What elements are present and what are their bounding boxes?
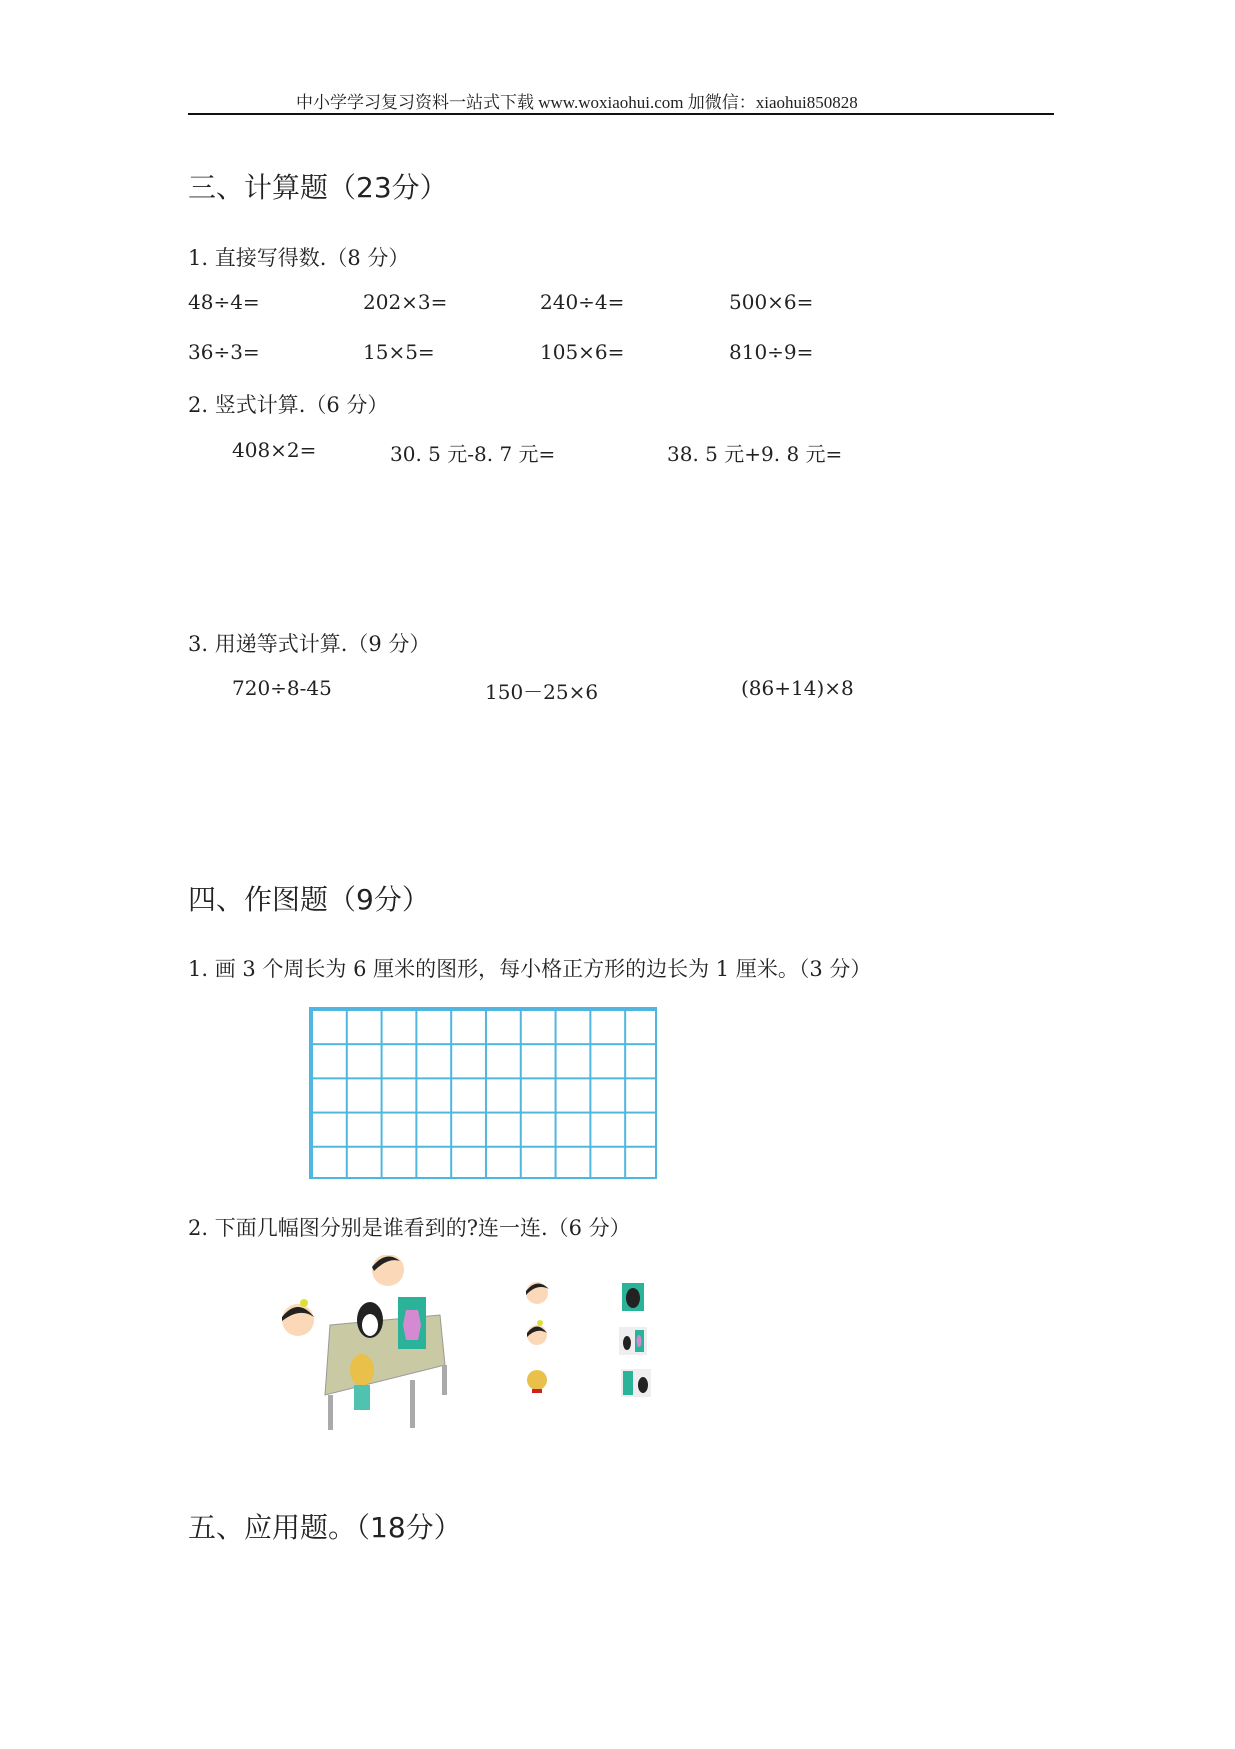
page-header: 中小学学习复习资料一站式下载 www.woxiaohui.com 加微信：xiaohui850828 <box>296 93 858 112</box>
header-rule <box>188 113 1054 115</box>
boy-head-icon <box>372 1255 404 1286</box>
view-back-icon[interactable] <box>621 1369 651 1397</box>
views-matching <box>517 1275 667 1415</box>
vertical-calc-item: 38. 5 元+9. 8 元= <box>667 442 843 466</box>
vertical-calc-item: 30. 5 元-8. 7 元= <box>390 442 556 466</box>
calc-item: 810÷9= <box>729 340 814 364</box>
section-3-title: 三、计算题（23分） <box>188 171 448 204</box>
q3-2-label: 2. 竖式计算.（6 分） <box>188 393 389 417</box>
q3-3-label: 3. 用递等式计算.（9 分） <box>188 632 431 656</box>
vertical-calc-item: 408×2= <box>232 438 317 462</box>
section-4-title: 四、作图题（9分） <box>188 883 430 916</box>
drawing-grid[interactable] <box>309 1007 657 1179</box>
stepwise-calc-item: 720÷8-45 <box>232 676 332 700</box>
girl-head-icon <box>282 1299 314 1336</box>
calc-item: 15×5= <box>363 340 435 364</box>
calc-item: 240÷4= <box>540 290 625 314</box>
girl-head-icon[interactable] <box>527 1320 547 1345</box>
calc-item: 202×3= <box>363 290 448 314</box>
box-icon <box>398 1297 426 1349</box>
calc-item: 105×6= <box>540 340 625 364</box>
q4-2-label: 2. 下面几幅图分别是谁看到的?连一连.（6 分） <box>188 1216 631 1240</box>
boy-head-icon[interactable] <box>526 1282 549 1304</box>
calc-item: 36÷3= <box>188 340 260 364</box>
dog-head-icon[interactable] <box>527 1370 547 1393</box>
scene-illustration <box>270 1255 450 1430</box>
calc-item: 500×6= <box>729 290 814 314</box>
stepwise-calc-item: (86+14)×8 <box>741 676 854 700</box>
section-5-title: 五、应用题。（18分） <box>188 1511 462 1544</box>
view-front-icon[interactable] <box>622 1283 644 1311</box>
penguin-icon <box>357 1302 383 1338</box>
view-side-icon[interactable] <box>619 1327 647 1355</box>
stepwise-calc-item: 150－25×6 <box>485 680 599 704</box>
table-icon <box>325 1315 447 1430</box>
q3-1-label: 1. 直接写得数.（8 分） <box>188 246 410 270</box>
calc-item: 48÷4= <box>188 290 260 314</box>
q4-1-label: 1. 画 3 个周长为 6 厘米的图形，每小格正方形的边长为 1 厘米。（3 分） <box>188 957 872 981</box>
